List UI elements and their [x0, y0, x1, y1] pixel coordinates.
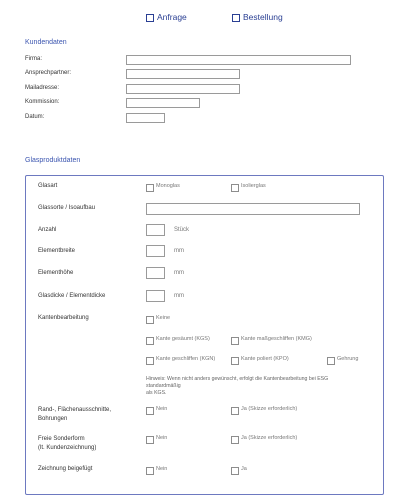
keine-label: Keine [156, 315, 171, 321]
anzahl-field[interactable] [146, 224, 165, 236]
kgs-checkbox[interactable] [146, 337, 154, 345]
kommission-label: Kommission: [25, 99, 60, 105]
anzahl-unit: Stück [174, 227, 190, 233]
gehrung-checkbox[interactable] [327, 357, 335, 365]
rand-label [38, 406, 111, 424]
firma-field[interactable] [126, 55, 351, 65]
kpo-checkbox[interactable] [231, 357, 239, 365]
anfrage-label: Anfrage [157, 12, 187, 22]
kanten-hinweis [146, 376, 361, 397]
glasart-label: Glasart [38, 183, 58, 189]
kantenbearbeitung-label: Kantenbearbeitung [38, 315, 89, 321]
datum-field[interactable] [126, 113, 165, 123]
sonderform-label-line2: (lt. Kundenzeichnung) [38, 445, 97, 451]
kanten-hinweis-line2: als KGS. [146, 390, 167, 396]
rand-ja-checkbox[interactable] [231, 407, 239, 415]
isolierglas-checkbox[interactable] [231, 184, 239, 192]
ansprechpartner-field[interactable] [126, 69, 240, 79]
zeichnung-label: Zeichnung beigefügt [38, 466, 93, 472]
kpo-label: Kante poliert (KPO) [241, 356, 289, 362]
bestellung-checkbox[interactable] [232, 14, 240, 22]
glasdicke-label: Glasdicke / Elementdicke [38, 293, 106, 299]
elementbreite-unit: mm [174, 248, 184, 254]
rand-label-line1: Rand-, Flächenausschnitte, [38, 407, 112, 413]
rand-nein-checkbox[interactable] [146, 407, 154, 415]
kgn-label: Kante geschliffen (KGN) [156, 356, 216, 362]
anfrage-checkbox[interactable] [146, 14, 154, 22]
bestellung-label: Bestellung [243, 12, 283, 22]
mailadresse-field[interactable] [126, 84, 240, 94]
sonderform-label [38, 435, 96, 453]
zeichnung-ja-label: Ja [241, 466, 247, 472]
elementhoehe-unit: mm [174, 270, 184, 276]
elementhoehe-label: Elementhöhe [38, 270, 74, 276]
sonderform-ja-label: Ja (Skizze erforderlich) [241, 435, 298, 441]
rand-label-line2: Bohrungen [38, 416, 68, 422]
kgn-checkbox[interactable] [146, 357, 154, 365]
ansprechpartner-label: Ansprechpartner: [25, 70, 72, 76]
zeichnung-ja-checkbox[interactable] [231, 467, 239, 475]
glassorte-label: Glassorte / Isoaufbau [38, 205, 96, 211]
glasdicke-field[interactable] [146, 290, 165, 302]
elementbreite-label: Elementbreite [38, 248, 76, 254]
monoglas-label: Monoglas [156, 183, 180, 189]
sonderform-nein-label: Nein [156, 435, 168, 441]
isolierglas-label: Isolierglas [241, 183, 266, 189]
gehrung-label: Gehrung [337, 356, 359, 362]
rand-nein-label: Nein [156, 406, 168, 412]
sonderform-nein-checkbox[interactable] [146, 436, 154, 444]
kmg-checkbox[interactable] [231, 337, 239, 345]
zeichnung-nein-label: Nein [156, 466, 168, 472]
kgs-label: Kante gesäumt (KGS) [156, 336, 210, 342]
anzahl-label: Anzahl [38, 227, 57, 233]
keine-checkbox[interactable] [146, 316, 154, 324]
rand-ja-label: Ja (Skizze erforderlich) [241, 406, 298, 412]
kommission-field[interactable] [126, 98, 200, 108]
kmg-label: Kante maßgeschliffen (KMG) [241, 336, 312, 342]
glasprodukt-heading: Glasproduktdaten [25, 157, 81, 164]
monoglas-checkbox[interactable] [146, 184, 154, 192]
glasdicke-unit: mm [174, 293, 184, 299]
mailadresse-label: Mailadresse: [25, 85, 60, 91]
zeichnung-nein-checkbox[interactable] [146, 467, 154, 475]
glassorte-field[interactable] [146, 203, 360, 215]
kundendaten-heading: Kundendaten [25, 39, 67, 46]
firma-label: Firma: [25, 56, 42, 62]
sonderform-label-line1: Freie Sonderform [38, 436, 85, 442]
sonderform-ja-checkbox[interactable] [231, 436, 239, 444]
elementhoehe-field[interactable] [146, 267, 165, 279]
kanten-hinweis-line1: Hinweis: Wenn nicht anders gewünscht, erfolgt die Kantenbearbeitung bei ESG standardmäßig [146, 376, 329, 389]
datum-label: Datum: [25, 114, 45, 120]
elementbreite-field[interactable] [146, 245, 165, 257]
